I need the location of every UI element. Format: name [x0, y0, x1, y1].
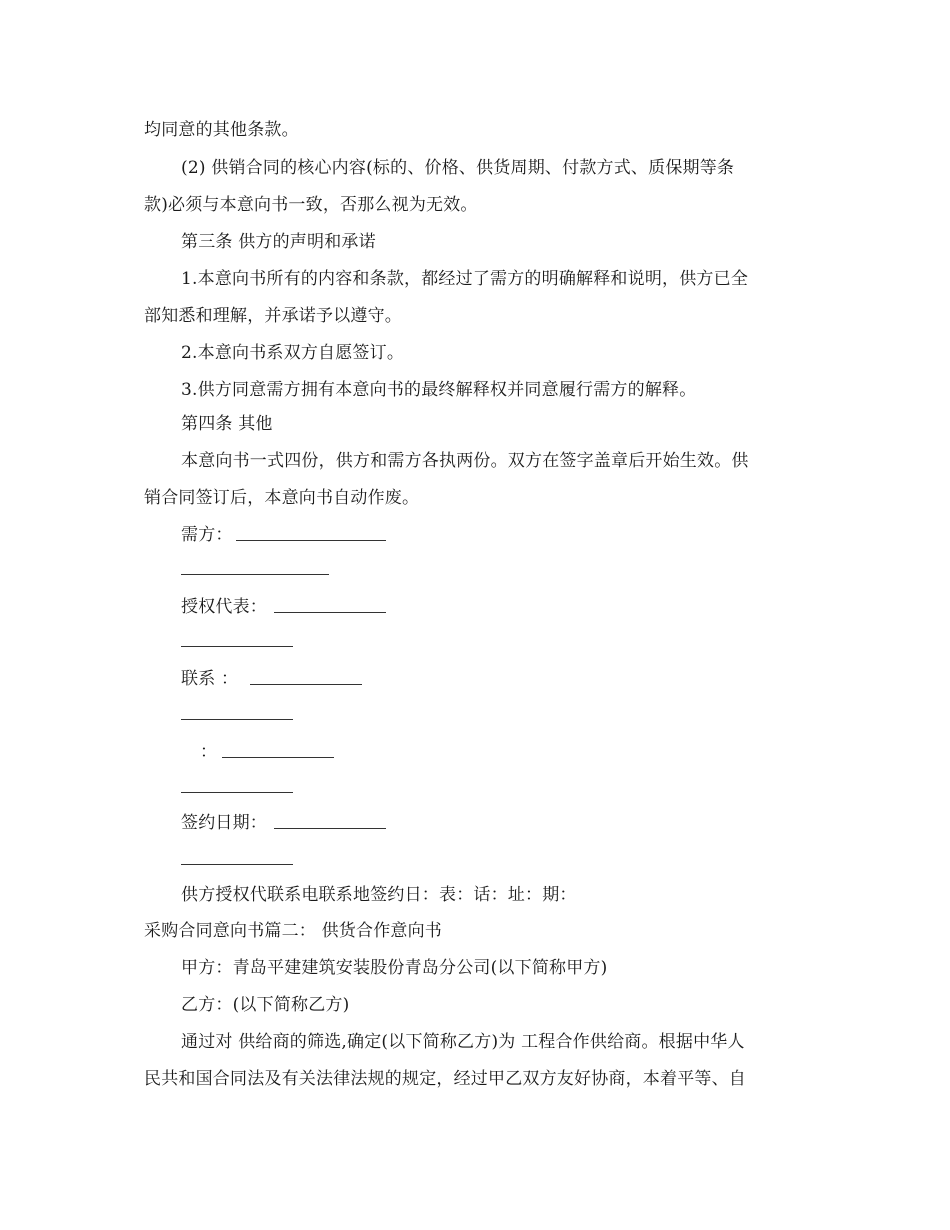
signature-blank — [236, 540, 386, 541]
signature-blank — [181, 646, 293, 647]
text-line: (2) 供销合同的核心内容(标的、价格、供货周期、付款方式、质保期等条 — [181, 158, 735, 178]
text-line: 款)必须与本意向书一致，否那么视为无效。 — [144, 195, 478, 215]
text-line: 通过对 供给商的筛选,确定(以下简称乙方)为 工程合作供给商。根据中华人 — [181, 1032, 745, 1052]
signature-blank — [181, 792, 293, 793]
signature-blank — [181, 864, 293, 865]
text-line: 2.本意向书系双方自愿签订。 — [181, 343, 405, 363]
party-a-line: 甲方：青岛平建建筑安装股份青岛分公司(以下简称甲方) — [181, 958, 608, 978]
signature-label-contact: 联系 ： — [181, 669, 239, 689]
text-line: 1.本意向书所有的内容和条款，都经过了需方的明确解释和说明，供方已全 — [181, 269, 749, 289]
text-line: 民共和国合同法及有关法律法规的规定，经过甲乙双方友好协商，本着平等、自 — [144, 1069, 746, 1089]
signature-blank — [274, 612, 386, 613]
signature-label-demander: 需方： — [181, 525, 233, 545]
article-heading: 第四条 其他 — [181, 414, 273, 434]
signature-label-date: 签约日期： — [181, 813, 267, 833]
signature-blank — [222, 757, 334, 758]
signature-blank — [181, 574, 329, 575]
text-line: 销合同签订后，本意向书自动作废。 — [144, 488, 420, 508]
text-line: 本意向书一式四份，供方和需方各执两份。双方在签字盖章后开始生效。供 — [181, 451, 749, 471]
signature-label-representative: 授权代表： — [181, 597, 267, 617]
article-heading: 第三条 供方的声明和承诺 — [181, 232, 376, 252]
signature-blank — [250, 684, 362, 685]
signature-blank — [181, 719, 293, 720]
text-line: 3.供方同意需方拥有本意向书的最终解释权并同意履行需方的解释。 — [181, 380, 697, 400]
text-line: 部知悉和理解，并承诺予以遵守。 — [144, 306, 402, 326]
text-line: 均同意的其他条款。 — [144, 120, 299, 140]
section-title: 采购合同意向书篇二： 供货合作意向书 — [144, 921, 443, 941]
signature-blank — [274, 828, 386, 829]
party-b-line: 乙方：(以下简称乙方) — [181, 995, 350, 1015]
signature-label-blank: ： — [200, 742, 218, 762]
supplier-signature-line: 供方授权代联系电联系地签约日：表：话：址：期： — [181, 885, 577, 905]
